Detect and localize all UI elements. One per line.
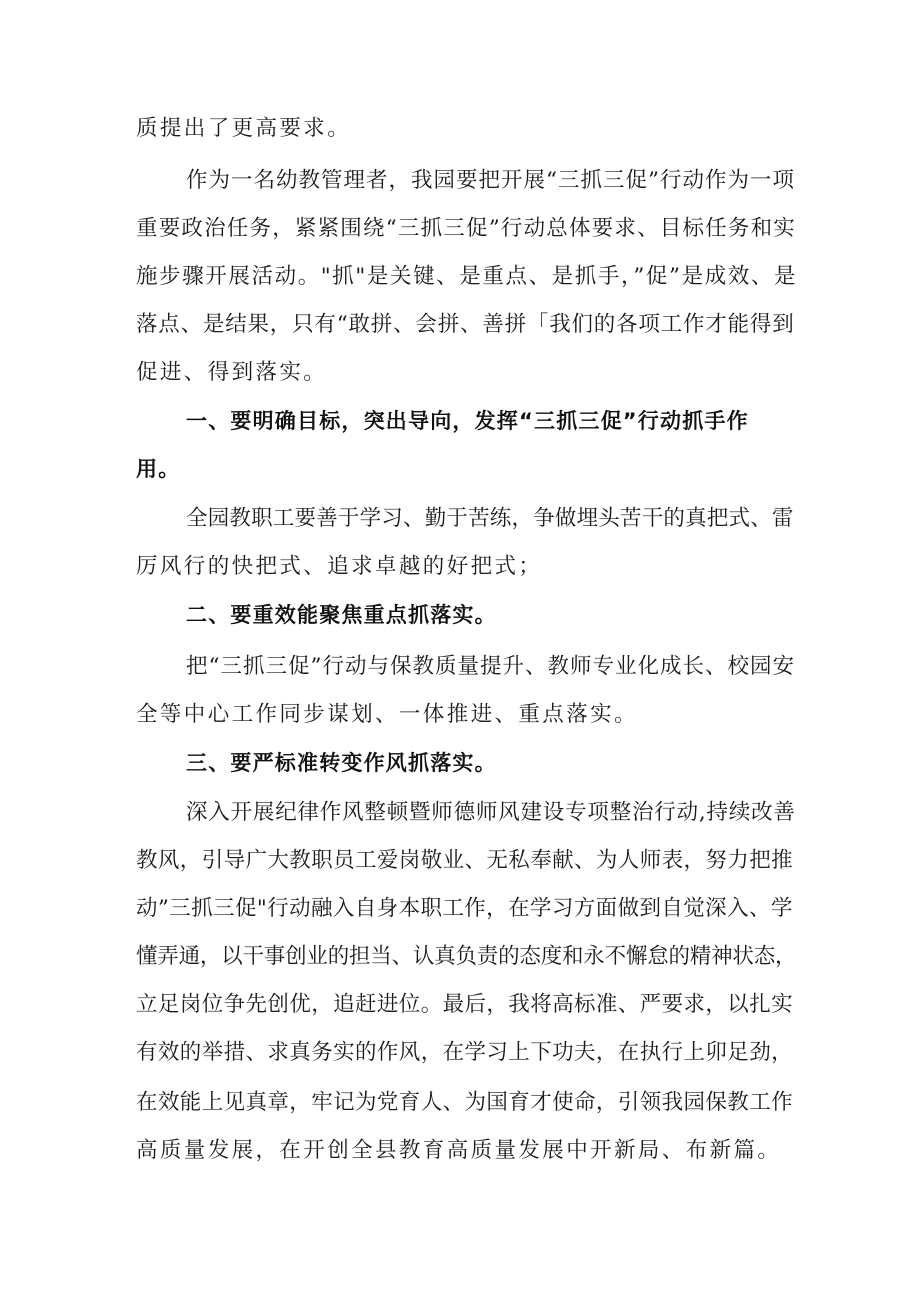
paragraph-line: 深入开展纪律作风整顿暨师德师风建设专项整治行动,持续改善 <box>186 800 796 825</box>
text-line: 立足岗位争先创优，追赶进位。最后，我将高标准、严要求，以扎实 <box>136 992 794 1017</box>
section-heading-1-cont: 用。 <box>136 457 181 481</box>
text-line: 有效的举措、求真务实的作风，在学习上下功夫，在执行上卯足劲， <box>136 1040 794 1065</box>
section-heading-3: 三、要严标准转变作风抓落实。 <box>186 751 497 775</box>
section-heading-2: 二、要重效能聚焦重点抓落实。 <box>186 603 497 627</box>
paragraph-line: 作为一名幼教管理者，我园要把开展“三抓三促”行动作为一项 <box>186 168 795 193</box>
text-line: 落点、是结果，只有“敢拼、会拼、善拼「我们的各项工作才能得到 <box>136 312 795 337</box>
text-line: 促进、得到落实。 <box>136 360 328 385</box>
text-line: 质提出了更高要求。 <box>136 116 352 141</box>
text-line: 高质量发展，在开创全县教育高质量发展中开新局、布新篇。 <box>136 1138 782 1163</box>
text-line: 全等中心工作同步谋划、一体推进、重点落实。 <box>136 702 638 727</box>
text-line: 重要政治任务，紧紧围绕“三抓三促”行动总体要求、目标任务和实 <box>136 216 796 241</box>
text-line: 在效能上见真章，牢记为党育人、为国育才使命，引领我园保教工作 <box>136 1090 794 1115</box>
text-line: 懂弄通，以干事创业的担当、认真负责的态度和永不懈怠的精神状态， <box>136 944 797 969</box>
text-line: 教风，引导广大教职员工爱岗敬业、无私奉献、为人师表，努力把推 <box>136 848 794 873</box>
text-line: 厉风行的快把式、追求卓越的好把式； <box>136 554 543 579</box>
section-heading-1: 一、要明确目标，突出导向，发挥“三抓三促”行动抓手作 <box>186 409 749 433</box>
paragraph-line: 把“三抓三促”行动与保教质量提升、教师专业化成长、校园安 <box>186 654 795 679</box>
paragraph-line: 全园教职工要善于学习、勤于苦练，争做埋头苦干的真把式、雷 <box>186 506 794 531</box>
text-line: 施步骤开展活动。"抓"是关键、是重点、是抓手，”促”是成效、是 <box>136 264 798 289</box>
text-line: 动”三抓三促"行动融入自身本职工作，在学习方面做到自觉深入、学 <box>136 896 793 921</box>
